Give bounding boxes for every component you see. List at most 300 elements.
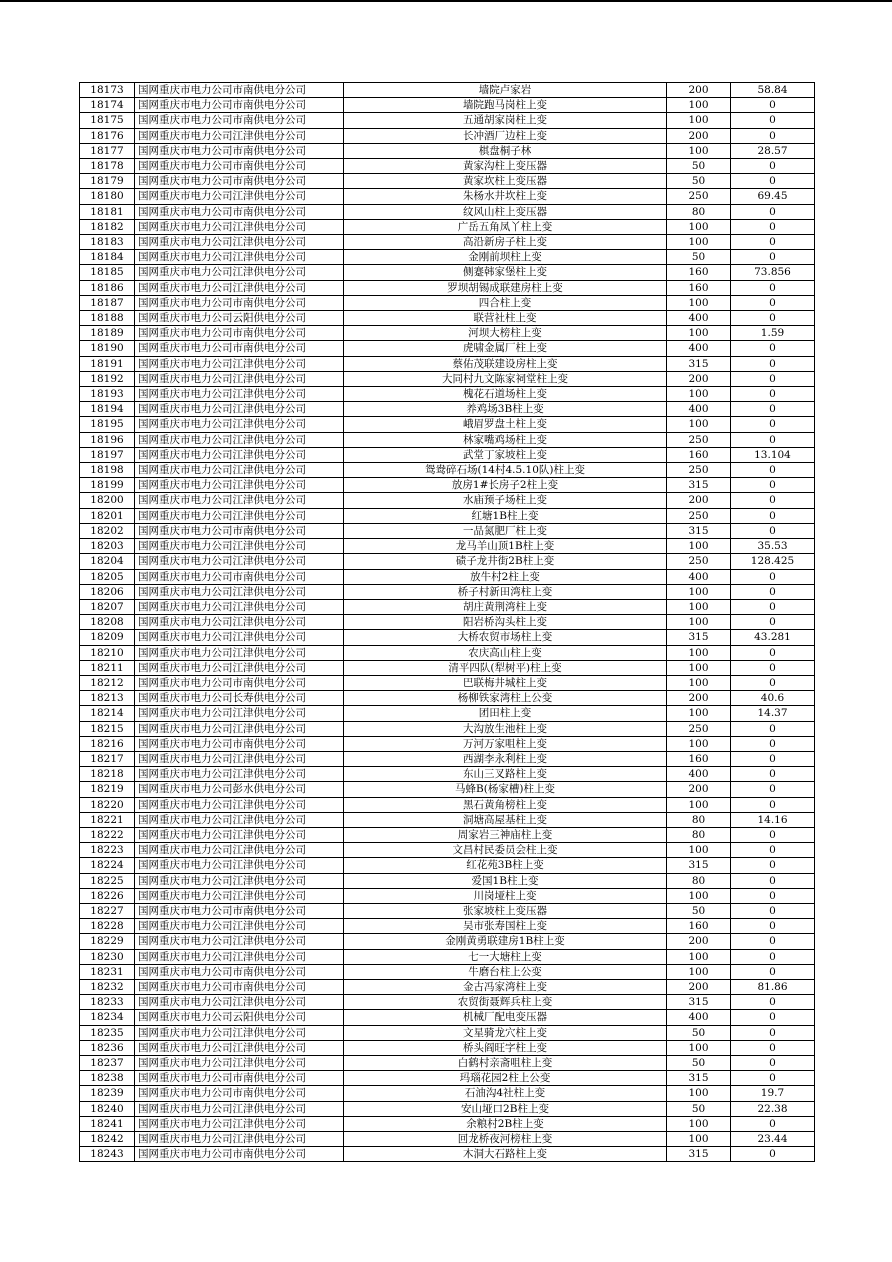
table-row xyxy=(80,478,815,493)
transformer-name-cell: 蔡佑茂联建设房柱上变 xyxy=(344,356,667,371)
company-cell: 国网重庆市电力公司市南供电分公司 xyxy=(135,1147,344,1162)
capacity-cell: 250 xyxy=(667,463,731,478)
table-row xyxy=(80,599,815,614)
company-cell: 国网重庆市电力公司江津供电分公司 xyxy=(135,554,344,569)
table-row xyxy=(80,523,815,538)
value-cell: 0 xyxy=(731,934,815,949)
row-id-cell: 18236 xyxy=(80,1040,135,1055)
transformer-name-cell: 高沿新房子柱上变 xyxy=(344,235,667,250)
row-id-cell: 18186 xyxy=(80,280,135,295)
transformer-name-cell: 鸳鸯碎石场(14村4.5.10队)柱上变 xyxy=(344,463,667,478)
company-cell: 国网重庆市电力公司江津供电分公司 xyxy=(135,706,344,721)
company-cell: 国网重庆市电力公司江津供电分公司 xyxy=(135,265,344,280)
capacity-cell: 160 xyxy=(667,919,731,934)
capacity-cell: 100 xyxy=(667,143,731,158)
capacity-cell: 315 xyxy=(667,523,731,538)
table-row xyxy=(80,1071,815,1086)
table-row xyxy=(80,174,815,189)
value-cell: 0 xyxy=(731,311,815,326)
transformer-name-cell: 白鹤村亲斋咀柱上变 xyxy=(344,1056,667,1071)
value-cell: 0 xyxy=(731,782,815,797)
capacity-cell: 100 xyxy=(667,615,731,630)
transformer-name-cell: 槐花石道场柱上变 xyxy=(344,387,667,402)
value-cell: 0 xyxy=(731,1056,815,1071)
row-id-cell: 18199 xyxy=(80,478,135,493)
table-row xyxy=(80,858,815,873)
table-row xyxy=(80,280,815,295)
value-cell: 0 xyxy=(731,417,815,432)
table-row xyxy=(80,979,815,994)
company-cell: 国网重庆市电力公司江津供电分公司 xyxy=(135,447,344,462)
row-id-cell: 18210 xyxy=(80,645,135,660)
table-row xyxy=(80,311,815,326)
transformer-name-cell: 石油沟4社柱上变 xyxy=(344,1086,667,1101)
table-row xyxy=(80,630,815,645)
value-cell: 0 xyxy=(731,645,815,660)
value-cell: 69.45 xyxy=(731,189,815,204)
table-row xyxy=(80,721,815,736)
transformer-name-cell: 张家坡柱上变压器 xyxy=(344,903,667,918)
row-id-cell: 18226 xyxy=(80,888,135,903)
capacity-cell: 50 xyxy=(667,1025,731,1040)
transformer-name-cell: 大沟放生池柱上变 xyxy=(344,721,667,736)
transformer-name-cell: 机械厂配电变压器 xyxy=(344,1010,667,1025)
company-cell: 国网重庆市电力公司江津供电分公司 xyxy=(135,615,344,630)
transformer-name-cell: 四合柱上变 xyxy=(344,295,667,310)
row-id-cell: 18225 xyxy=(80,873,135,888)
capacity-cell: 100 xyxy=(667,326,731,341)
value-cell: 0 xyxy=(731,402,815,417)
table-row xyxy=(80,83,815,98)
table-row xyxy=(80,326,815,341)
value-cell: 0 xyxy=(731,1010,815,1025)
company-cell: 国网重庆市电力公司江津供电分公司 xyxy=(135,478,344,493)
transformer-name-cell: 金刚前坝柱上变 xyxy=(344,250,667,265)
capacity-cell: 100 xyxy=(667,539,731,554)
row-id-cell: 18201 xyxy=(80,508,135,523)
company-cell: 国网重庆市电力公司江津供电分公司 xyxy=(135,250,344,265)
transformer-name-cell: 一品氮肥厂柱上变 xyxy=(344,523,667,538)
table-row xyxy=(80,964,815,979)
company-cell: 国网重庆市电力公司市南供电分公司 xyxy=(135,83,344,98)
row-id-cell: 18178 xyxy=(80,159,135,174)
company-cell: 国网重庆市电力公司江津供电分公司 xyxy=(135,539,344,554)
transformer-name-cell: 武堂丁家坡柱上变 xyxy=(344,447,667,462)
capacity-cell: 200 xyxy=(667,691,731,706)
value-cell: 0 xyxy=(731,463,815,478)
company-cell: 国网重庆市电力公司市南供电分公司 xyxy=(135,1086,344,1101)
capacity-cell: 100 xyxy=(667,645,731,660)
value-cell: 43.281 xyxy=(731,630,815,645)
company-cell: 国网重庆市电力公司江津供电分公司 xyxy=(135,630,344,645)
row-id-cell: 18173 xyxy=(80,83,135,98)
transformer-name-cell: 林家嘴鸡场柱上变 xyxy=(344,432,667,447)
capacity-cell: 315 xyxy=(667,478,731,493)
value-cell: 0 xyxy=(731,280,815,295)
value-cell: 0 xyxy=(731,478,815,493)
value-cell: 0 xyxy=(731,219,815,234)
capacity-cell: 250 xyxy=(667,189,731,204)
transformer-name-cell: 文星骑龙穴柱上变 xyxy=(344,1025,667,1040)
capacity-cell: 100 xyxy=(667,736,731,751)
table-row xyxy=(80,691,815,706)
row-id-cell: 18175 xyxy=(80,113,135,128)
company-cell: 国网重庆市电力公司彭水供电分公司 xyxy=(135,782,344,797)
transformer-name-cell: 峨眉罗盘土柱上变 xyxy=(344,417,667,432)
transformer-name-cell: 养鸡场3B柱上变 xyxy=(344,402,667,417)
row-id-cell: 18182 xyxy=(80,219,135,234)
capacity-cell: 100 xyxy=(667,843,731,858)
transformer-table xyxy=(79,82,815,1162)
company-cell: 国网重庆市电力公司江津供电分公司 xyxy=(135,508,344,523)
company-cell: 国网重庆市电力公司市南供电分公司 xyxy=(135,903,344,918)
value-cell: 0 xyxy=(731,387,815,402)
transformer-name-cell: 联营社柱上变 xyxy=(344,311,667,326)
company-cell: 国网重庆市电力公司市南供电分公司 xyxy=(135,569,344,584)
table-row xyxy=(80,447,815,462)
table-row xyxy=(80,341,815,356)
company-cell: 国网重庆市电力公司江津供电分公司 xyxy=(135,858,344,873)
transformer-name-cell: 侧蹇韩家堡柱上变 xyxy=(344,265,667,280)
table-row xyxy=(80,235,815,250)
transformer-name-cell: 金刚黄勇联建房1B柱上变 xyxy=(344,934,667,949)
capacity-cell: 400 xyxy=(667,1010,731,1025)
row-id-cell: 18217 xyxy=(80,751,135,766)
company-cell: 国网重庆市电力公司江津供电分公司 xyxy=(135,934,344,949)
company-cell: 国网重庆市电力公司江津供电分公司 xyxy=(135,463,344,478)
row-id-cell: 18214 xyxy=(80,706,135,721)
value-cell: 0 xyxy=(731,751,815,766)
company-cell: 国网重庆市电力公司江津供电分公司 xyxy=(135,219,344,234)
capacity-cell: 160 xyxy=(667,265,731,280)
value-cell: 0 xyxy=(731,508,815,523)
value-cell: 0 xyxy=(731,721,815,736)
capacity-cell: 100 xyxy=(667,964,731,979)
value-cell: 0 xyxy=(731,827,815,842)
table-row xyxy=(80,736,815,751)
row-id-cell: 18235 xyxy=(80,1025,135,1040)
row-id-cell: 18213 xyxy=(80,691,135,706)
row-id-cell: 18212 xyxy=(80,675,135,690)
row-id-cell: 18242 xyxy=(80,1132,135,1147)
transformer-name-cell: 红花苑3B柱上变 xyxy=(344,858,667,873)
table-row xyxy=(80,1086,815,1101)
row-id-cell: 18215 xyxy=(80,721,135,736)
company-cell: 国网重庆市电力公司江津供电分公司 xyxy=(135,1040,344,1055)
row-id-cell: 18194 xyxy=(80,402,135,417)
table-row xyxy=(80,706,815,721)
capacity-cell: 315 xyxy=(667,995,731,1010)
row-id-cell: 18231 xyxy=(80,964,135,979)
row-id-cell: 18184 xyxy=(80,250,135,265)
transformer-name-cell: 巴联梅井城柱上变 xyxy=(344,675,667,690)
company-cell: 国网重庆市电力公司长寿供电分公司 xyxy=(135,691,344,706)
value-cell: 0 xyxy=(731,903,815,918)
table-row xyxy=(80,189,815,204)
value-cell: 0 xyxy=(731,128,815,143)
company-cell: 国网重庆市电力公司江津供电分公司 xyxy=(135,1025,344,1040)
company-cell: 国网重庆市电力公司市南供电分公司 xyxy=(135,341,344,356)
table-row xyxy=(80,417,815,432)
company-cell: 国网重庆市电力公司市南供电分公司 xyxy=(135,523,344,538)
table-row xyxy=(80,250,815,265)
capacity-cell: 100 xyxy=(667,599,731,614)
company-cell: 国网重庆市电力公司江津供电分公司 xyxy=(135,873,344,888)
company-cell: 国网重庆市电力公司市南供电分公司 xyxy=(135,326,344,341)
value-cell: 1.59 xyxy=(731,326,815,341)
table-row xyxy=(80,219,815,234)
table-row xyxy=(80,675,815,690)
company-cell: 国网重庆市电力公司江津供电分公司 xyxy=(135,827,344,842)
value-cell: 0 xyxy=(731,356,815,371)
company-cell: 国网重庆市电力公司江津供电分公司 xyxy=(135,371,344,386)
capacity-cell: 160 xyxy=(667,447,731,462)
value-cell: 14.16 xyxy=(731,812,815,827)
capacity-cell: 100 xyxy=(667,113,731,128)
transformer-name-cell: 周家岩三神庙柱上变 xyxy=(344,827,667,842)
capacity-cell: 160 xyxy=(667,280,731,295)
capacity-cell: 80 xyxy=(667,812,731,827)
row-id-cell: 18220 xyxy=(80,797,135,812)
capacity-cell: 100 xyxy=(667,797,731,812)
table-row xyxy=(80,554,815,569)
table-row xyxy=(80,919,815,934)
capacity-cell: 400 xyxy=(667,569,731,584)
transformer-name-cell: 爱国1B柱上变 xyxy=(344,873,667,888)
table-body xyxy=(80,83,815,1162)
table-row xyxy=(80,159,815,174)
company-cell: 国网重庆市电力公司江津供电分公司 xyxy=(135,417,344,432)
transformer-name-cell: 广岳五角凤丫柱上变 xyxy=(344,219,667,234)
transformer-name-cell: 碛子龙井街2B柱上变 xyxy=(344,554,667,569)
row-id-cell: 18223 xyxy=(80,843,135,858)
value-cell: 0 xyxy=(731,675,815,690)
company-cell: 国网重庆市电力公司江津供电分公司 xyxy=(135,751,344,766)
row-id-cell: 18183 xyxy=(80,235,135,250)
transformer-name-cell: 棋盘桐子林 xyxy=(344,143,667,158)
capacity-cell: 80 xyxy=(667,204,731,219)
transformer-name-cell: 阳岩桥沟头柱上变 xyxy=(344,615,667,630)
table-row xyxy=(80,888,815,903)
table-row xyxy=(80,934,815,949)
table-row xyxy=(80,797,815,812)
value-cell: 0 xyxy=(731,919,815,934)
capacity-cell: 100 xyxy=(667,295,731,310)
company-cell: 国网重庆市电力公司江津供电分公司 xyxy=(135,949,344,964)
row-id-cell: 18205 xyxy=(80,569,135,584)
company-cell: 国网重庆市电力公司市南供电分公司 xyxy=(135,964,344,979)
value-cell: 0 xyxy=(731,523,815,538)
company-cell: 国网重庆市电力公司市南供电分公司 xyxy=(135,295,344,310)
transformer-name-cell: 虎啸金属厂柱上变 xyxy=(344,341,667,356)
company-cell: 国网重庆市电力公司市南供电分公司 xyxy=(135,174,344,189)
value-cell: 128.425 xyxy=(731,554,815,569)
table-row xyxy=(80,1025,815,1040)
capacity-cell: 80 xyxy=(667,873,731,888)
value-cell: 0 xyxy=(731,888,815,903)
transformer-name-cell: 黄家沟柱上变压器 xyxy=(344,159,667,174)
capacity-cell: 400 xyxy=(667,402,731,417)
row-id-cell: 18206 xyxy=(80,584,135,599)
row-id-cell: 18222 xyxy=(80,827,135,842)
transformer-name-cell: 墙院卢家岩 xyxy=(344,83,667,98)
transformer-name-cell: 农贸街聂辉兵柱上变 xyxy=(344,995,667,1010)
capacity-cell: 100 xyxy=(667,417,731,432)
capacity-cell: 160 xyxy=(667,751,731,766)
value-cell: 0 xyxy=(731,660,815,675)
value-cell: 0 xyxy=(731,1025,815,1040)
row-id-cell: 18204 xyxy=(80,554,135,569)
capacity-cell: 200 xyxy=(667,782,731,797)
company-cell: 国网重庆市电力公司市南供电分公司 xyxy=(135,159,344,174)
transformer-name-cell: 罗坝胡锡成联建房柱上变 xyxy=(344,280,667,295)
row-id-cell: 18208 xyxy=(80,615,135,630)
transformer-name-cell: 河坝大榜柱上变 xyxy=(344,326,667,341)
transformer-name-cell: 团田柱上变 xyxy=(344,706,667,721)
capacity-cell: 400 xyxy=(667,767,731,782)
company-cell: 国网重庆市电力公司江津供电分公司 xyxy=(135,645,344,660)
table-row xyxy=(80,645,815,660)
row-id-cell: 18181 xyxy=(80,204,135,219)
transformer-name-cell: 黑石黄角榜柱上变 xyxy=(344,797,667,812)
value-cell: 73.856 xyxy=(731,265,815,280)
company-cell: 国网重庆市电力公司江津供电分公司 xyxy=(135,797,344,812)
company-cell: 国网重庆市电力公司江津供电分公司 xyxy=(135,189,344,204)
transformer-name-cell: 东山三叉路柱上变 xyxy=(344,767,667,782)
table-row xyxy=(80,843,815,858)
transformer-name-cell: 黄家坎柱上变压器 xyxy=(344,174,667,189)
capacity-cell: 400 xyxy=(667,341,731,356)
table-row xyxy=(80,949,815,964)
value-cell: 0 xyxy=(731,1116,815,1131)
value-cell: 0 xyxy=(731,113,815,128)
transformer-name-cell: 桥头阎旺字柱上变 xyxy=(344,1040,667,1055)
transformer-name-cell: 红塘1B柱上变 xyxy=(344,508,667,523)
table-row xyxy=(80,1101,815,1116)
transformer-name-cell: 五通胡家岗柱上变 xyxy=(344,113,667,128)
capacity-cell: 50 xyxy=(667,1101,731,1116)
company-cell: 国网重庆市电力公司江津供电分公司 xyxy=(135,493,344,508)
value-cell: 23.44 xyxy=(731,1132,815,1147)
value-cell: 0 xyxy=(731,584,815,599)
capacity-cell: 100 xyxy=(667,706,731,721)
row-id-cell: 18239 xyxy=(80,1086,135,1101)
capacity-cell: 100 xyxy=(667,675,731,690)
transformer-name-cell: 马蜂B(杨家槽)柱上变 xyxy=(344,782,667,797)
transformer-name-cell: 牛磨台柱上公变 xyxy=(344,964,667,979)
table-row xyxy=(80,873,815,888)
table-row xyxy=(80,265,815,280)
transformer-name-cell: 长冲酒厂边柱上变 xyxy=(344,128,667,143)
capacity-cell: 250 xyxy=(667,721,731,736)
table-row xyxy=(80,128,815,143)
transformer-name-cell: 安山垭口2B柱上变 xyxy=(344,1101,667,1116)
value-cell: 0 xyxy=(731,843,815,858)
row-id-cell: 18241 xyxy=(80,1116,135,1131)
row-id-cell: 18188 xyxy=(80,311,135,326)
row-id-cell: 18243 xyxy=(80,1147,135,1162)
table-row xyxy=(80,767,815,782)
company-cell: 国网重庆市电力公司云阳供电分公司 xyxy=(135,311,344,326)
transformer-name-cell: 大同村九文陈家祠堂柱上变 xyxy=(344,371,667,386)
capacity-cell: 200 xyxy=(667,934,731,949)
company-cell: 国网重庆市电力公司江津供电分公司 xyxy=(135,599,344,614)
row-id-cell: 18219 xyxy=(80,782,135,797)
page-top-rule xyxy=(0,0,892,2)
transformer-name-cell: 大桥农贸市场柱上变 xyxy=(344,630,667,645)
capacity-cell: 315 xyxy=(667,1071,731,1086)
table-row xyxy=(80,432,815,447)
value-cell: 0 xyxy=(731,797,815,812)
value-cell: 0 xyxy=(731,767,815,782)
transformer-name-cell: 西湖李永利柱上变 xyxy=(344,751,667,766)
company-cell: 国网重庆市电力公司市南供电分公司 xyxy=(135,736,344,751)
table-row xyxy=(80,751,815,766)
capacity-cell: 200 xyxy=(667,83,731,98)
company-cell: 国网重庆市电力公司江津供电分公司 xyxy=(135,387,344,402)
transformer-name-cell: 余粮村2B柱上变 xyxy=(344,1116,667,1131)
table-row xyxy=(80,903,815,918)
row-id-cell: 18224 xyxy=(80,858,135,873)
company-cell: 国网重庆市电力公司江津供电分公司 xyxy=(135,812,344,827)
value-cell: 0 xyxy=(731,371,815,386)
row-id-cell: 18202 xyxy=(80,523,135,538)
value-cell: 13.104 xyxy=(731,447,815,462)
value-cell: 0 xyxy=(731,235,815,250)
capacity-cell: 100 xyxy=(667,1040,731,1055)
value-cell: 81.86 xyxy=(731,979,815,994)
capacity-cell: 200 xyxy=(667,371,731,386)
capacity-cell: 100 xyxy=(667,219,731,234)
company-cell: 国网重庆市电力公司市南供电分公司 xyxy=(135,204,344,219)
transformer-name-cell: 放房1#长房子2柱上变 xyxy=(344,478,667,493)
transformer-name-cell: 水庙预子场柱上变 xyxy=(344,493,667,508)
transformer-name-cell: 吴市张寿国柱上变 xyxy=(344,919,667,934)
row-id-cell: 18218 xyxy=(80,767,135,782)
transformer-name-cell: 龙马羊山顶1B柱上变 xyxy=(344,539,667,554)
capacity-cell: 100 xyxy=(667,1086,731,1101)
capacity-cell: 315 xyxy=(667,630,731,645)
row-id-cell: 18179 xyxy=(80,174,135,189)
value-cell: 0 xyxy=(731,949,815,964)
row-id-cell: 18240 xyxy=(80,1101,135,1116)
value-cell: 0 xyxy=(731,204,815,219)
capacity-cell: 50 xyxy=(667,1056,731,1071)
transformer-name-cell: 文昌村民委员会柱上变 xyxy=(344,843,667,858)
table-row xyxy=(80,812,815,827)
company-cell: 国网重庆市电力公司江津供电分公司 xyxy=(135,432,344,447)
value-cell: 0 xyxy=(731,599,815,614)
transformer-name-cell: 玛瑙花园2柱上公变 xyxy=(344,1071,667,1086)
value-cell: 0 xyxy=(731,250,815,265)
capacity-cell: 80 xyxy=(667,827,731,842)
row-id-cell: 18207 xyxy=(80,599,135,614)
value-cell: 0 xyxy=(731,1040,815,1055)
value-cell: 0 xyxy=(731,858,815,873)
row-id-cell: 18195 xyxy=(80,417,135,432)
value-cell: 40.6 xyxy=(731,691,815,706)
capacity-cell: 100 xyxy=(667,98,731,113)
row-id-cell: 18190 xyxy=(80,341,135,356)
row-id-cell: 18180 xyxy=(80,189,135,204)
table-row xyxy=(80,508,815,523)
table-row xyxy=(80,402,815,417)
value-cell: 14.37 xyxy=(731,706,815,721)
capacity-cell: 250 xyxy=(667,432,731,447)
row-id-cell: 18216 xyxy=(80,736,135,751)
transformer-name-cell: 回龙桥夜河榜柱上变 xyxy=(344,1132,667,1147)
capacity-cell: 100 xyxy=(667,888,731,903)
